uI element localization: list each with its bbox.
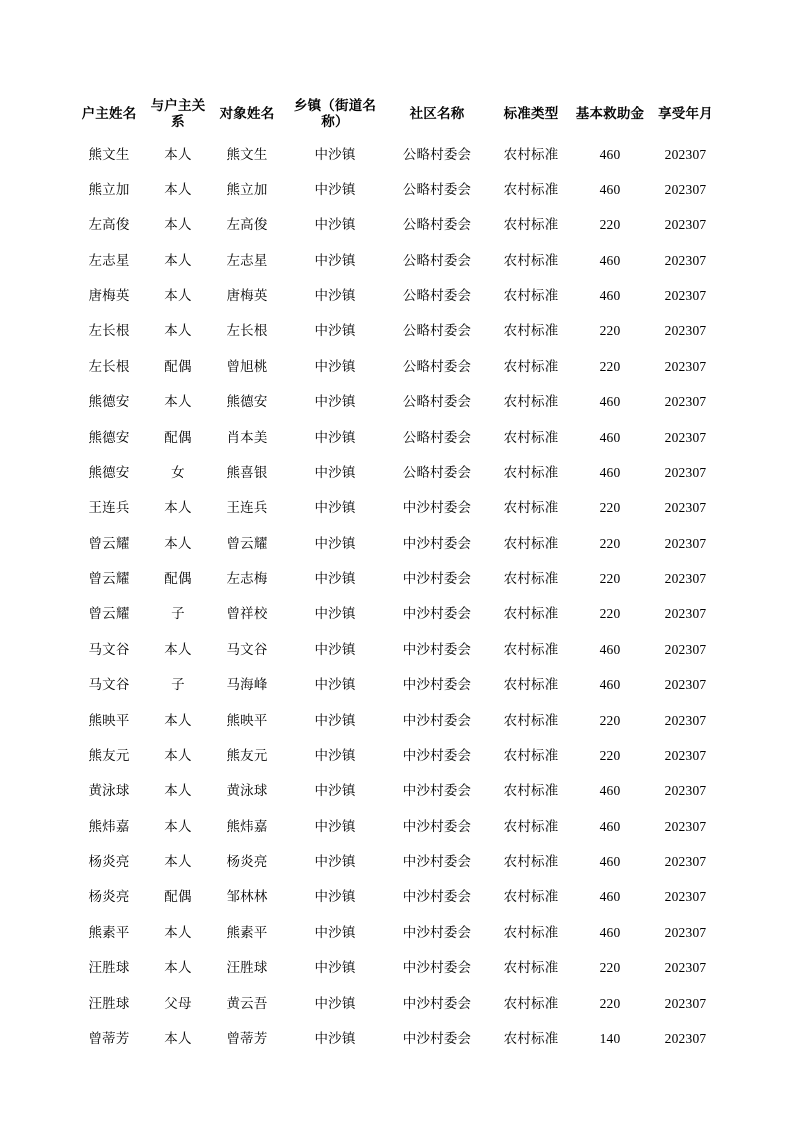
- table-row: [70, 1021, 723, 1056]
- cell-benefit-month: 202307: [664, 995, 707, 1011]
- cell-community: 公略村委会: [402, 252, 472, 268]
- cell-township: 中沙镇: [314, 818, 356, 834]
- cell-person-name: 熊喜银: [226, 464, 268, 480]
- cell-township: 中沙镇: [314, 677, 356, 693]
- cell-person-name: 曾蒂芳: [226, 1030, 268, 1046]
- cell-relationship: 本人: [164, 712, 192, 728]
- cell-householder-name: 王连兵: [88, 500, 130, 516]
- cell-person-name: 熊立加: [226, 181, 268, 197]
- cell-benefit-month: 202307: [664, 146, 707, 162]
- cell-benefit-month: 202307: [664, 181, 707, 197]
- cell-benefit-month: 202307: [664, 358, 707, 374]
- subsidy-table: [70, 94, 723, 1057]
- cell-householder-name: 熊友元: [88, 747, 130, 763]
- cell-basic-assistance: 460: [599, 818, 621, 834]
- cell-standard-type: 农村标准: [503, 181, 559, 197]
- cell-standard-type: 农村标准: [503, 217, 559, 233]
- cell-standard-type: 农村标准: [503, 818, 559, 834]
- table-row: [70, 738, 723, 773]
- cell-community: 公略村委会: [402, 429, 472, 445]
- cell-relationship: 子: [171, 606, 185, 622]
- cell-standard-type: 农村标准: [503, 358, 559, 374]
- cell-standard-type: 农村标准: [503, 252, 559, 268]
- cell-person-name: 左志星: [226, 252, 268, 268]
- cell-person-name: 黄云吾: [226, 995, 268, 1011]
- cell-relationship: 本人: [164, 641, 192, 657]
- cell-householder-name: 左长根: [88, 358, 130, 374]
- cell-householder-name: 杨炎亮: [88, 889, 130, 905]
- cell-township: 中沙镇: [314, 535, 356, 551]
- cell-householder-name: 左长根: [88, 323, 130, 339]
- cell-basic-assistance: 460: [599, 252, 621, 268]
- cell-relationship: 女: [171, 464, 185, 480]
- cell-person-name: 熊德安: [226, 394, 268, 410]
- cell-person-name: 肖本美: [226, 429, 268, 445]
- cell-relationship: 本人: [164, 323, 192, 339]
- cell-benefit-month: 202307: [664, 677, 707, 693]
- cell-basic-assistance: 460: [599, 146, 621, 162]
- cell-relationship: 本人: [164, 217, 192, 233]
- table-row: [70, 774, 723, 809]
- cell-person-name: 曾祥校: [226, 606, 268, 622]
- cell-standard-type: 农村标准: [503, 854, 559, 870]
- cell-benefit-month: 202307: [664, 288, 707, 304]
- cell-relationship: 配偶: [164, 429, 192, 445]
- cell-township: 中沙镇: [314, 146, 356, 162]
- cell-relationship: 本人: [164, 854, 192, 870]
- cell-person-name: 熊素平: [226, 924, 268, 940]
- cell-community: 中沙村委会: [402, 1030, 472, 1046]
- cell-basic-assistance: 460: [599, 677, 621, 693]
- cell-standard-type: 农村标准: [503, 571, 559, 587]
- cell-community: 中沙村委会: [402, 960, 472, 976]
- table-row: [70, 844, 723, 879]
- cell-township: 中沙镇: [314, 394, 356, 410]
- cell-community: 中沙村委会: [402, 747, 472, 763]
- cell-person-name: 黄泳球: [226, 783, 268, 799]
- cell-township: 中沙镇: [314, 995, 356, 1011]
- cell-benefit-month: 202307: [664, 960, 707, 976]
- cell-householder-name: 曾云耀: [88, 571, 130, 587]
- cell-relationship: 本人: [164, 924, 192, 940]
- cell-basic-assistance: 220: [599, 995, 621, 1011]
- cell-township: 中沙镇: [314, 924, 356, 940]
- table-body: [70, 137, 723, 1057]
- table-row: [70, 597, 723, 632]
- cell-householder-name: 汪胜球: [88, 960, 130, 976]
- cell-person-name: 马文谷: [226, 641, 268, 657]
- cell-basic-assistance: 220: [599, 747, 621, 763]
- cell-community: 中沙村委会: [402, 818, 472, 834]
- cell-benefit-month: 202307: [664, 924, 707, 940]
- cell-benefit-month: 202307: [664, 464, 707, 480]
- cell-basic-assistance: 460: [599, 783, 621, 799]
- cell-householder-name: 左志星: [88, 252, 130, 268]
- cell-basic-assistance: 460: [599, 889, 621, 905]
- cell-basic-assistance: 460: [599, 394, 621, 410]
- cell-benefit-month: 202307: [664, 252, 707, 268]
- table-row: [70, 455, 723, 490]
- cell-basic-assistance: 460: [599, 854, 621, 870]
- cell-benefit-month: 202307: [664, 712, 707, 728]
- cell-benefit-month: 202307: [664, 1030, 707, 1046]
- cell-basic-assistance: 220: [599, 712, 621, 728]
- cell-basic-assistance: 460: [599, 429, 621, 445]
- cell-person-name: 左志梅: [226, 571, 268, 587]
- cell-township: 中沙镇: [314, 464, 356, 480]
- cell-standard-type: 农村标准: [503, 747, 559, 763]
- table-row: [70, 986, 723, 1021]
- cell-basic-assistance: 460: [599, 924, 621, 940]
- cell-township: 中沙镇: [314, 960, 356, 976]
- cell-community: 中沙村委会: [402, 500, 472, 516]
- cell-householder-name: 黄泳球: [88, 783, 130, 799]
- table-row: [70, 208, 723, 243]
- cell-person-name: 左高俊: [226, 217, 268, 233]
- column-header-relationship: 与户主关系: [150, 98, 206, 130]
- cell-householder-name: 曾云耀: [88, 535, 130, 551]
- cell-householder-name: 马文谷: [88, 677, 130, 693]
- cell-basic-assistance: 460: [599, 464, 621, 480]
- cell-community: 中沙村委会: [402, 924, 472, 940]
- cell-person-name: 曾云耀: [226, 535, 268, 551]
- cell-householder-name: 熊德安: [88, 429, 130, 445]
- cell-relationship: 本人: [164, 181, 192, 197]
- table-row: [70, 703, 723, 738]
- cell-benefit-month: 202307: [664, 854, 707, 870]
- table-row: [70, 243, 723, 278]
- cell-township: 中沙镇: [314, 1030, 356, 1046]
- cell-basic-assistance: 460: [599, 181, 621, 197]
- cell-householder-name: 熊立加: [88, 181, 130, 197]
- cell-person-name: 熊映平: [226, 712, 268, 728]
- table-row: [70, 632, 723, 667]
- cell-township: 中沙镇: [314, 288, 356, 304]
- cell-standard-type: 农村标准: [503, 535, 559, 551]
- cell-benefit-month: 202307: [664, 394, 707, 410]
- cell-benefit-month: 202307: [664, 783, 707, 799]
- cell-person-name: 曾旭桃: [226, 358, 268, 374]
- cell-person-name: 王连兵: [226, 500, 268, 516]
- cell-person-name: 邹林林: [226, 889, 268, 905]
- cell-township: 中沙镇: [314, 712, 356, 728]
- cell-township: 中沙镇: [314, 358, 356, 374]
- cell-community: 中沙村委会: [402, 677, 472, 693]
- cell-community: 中沙村委会: [402, 641, 472, 657]
- cell-relationship: 配偶: [164, 358, 192, 374]
- cell-township: 中沙镇: [314, 783, 356, 799]
- cell-person-name: 左长根: [226, 323, 268, 339]
- cell-community: 中沙村委会: [402, 889, 472, 905]
- cell-community: 中沙村委会: [402, 712, 472, 728]
- cell-community: 中沙村委会: [402, 854, 472, 870]
- cell-community: 公略村委会: [402, 217, 472, 233]
- cell-township: 中沙镇: [314, 217, 356, 233]
- cell-householder-name: 马文谷: [88, 641, 130, 657]
- table-header-row: [70, 94, 723, 137]
- cell-relationship: 本人: [164, 500, 192, 516]
- cell-relationship: 本人: [164, 252, 192, 268]
- cell-householder-name: 熊德安: [88, 394, 130, 410]
- cell-community: 公略村委会: [402, 288, 472, 304]
- cell-basic-assistance: 220: [599, 571, 621, 587]
- cell-householder-name: 熊映平: [88, 712, 130, 728]
- cell-person-name: 熊友元: [226, 747, 268, 763]
- cell-householder-name: 熊素平: [88, 924, 130, 940]
- cell-relationship: 本人: [164, 1030, 192, 1046]
- cell-standard-type: 农村标准: [503, 677, 559, 693]
- cell-relationship: 本人: [164, 960, 192, 976]
- table-row: [70, 915, 723, 950]
- table-row: [70, 526, 723, 561]
- cell-standard-type: 农村标准: [503, 924, 559, 940]
- cell-township: 中沙镇: [314, 747, 356, 763]
- cell-standard-type: 农村标准: [503, 394, 559, 410]
- cell-standard-type: 农村标准: [503, 500, 559, 516]
- cell-basic-assistance: 220: [599, 535, 621, 551]
- cell-relationship: 子: [171, 677, 185, 693]
- table-row: [70, 420, 723, 455]
- cell-township: 中沙镇: [314, 181, 356, 197]
- column-header-township: 乡镇（街道名称）: [293, 98, 377, 130]
- table-row: [70, 278, 723, 313]
- cell-basic-assistance: 460: [599, 288, 621, 304]
- cell-standard-type: 农村标准: [503, 995, 559, 1011]
- cell-standard-type: 农村标准: [503, 641, 559, 657]
- cell-relationship: 本人: [164, 818, 192, 834]
- table-header: [70, 94, 723, 137]
- cell-person-name: 唐梅英: [226, 288, 268, 304]
- cell-relationship: 本人: [164, 394, 192, 410]
- cell-township: 中沙镇: [314, 500, 356, 516]
- cell-standard-type: 农村标准: [503, 889, 559, 905]
- cell-community: 中沙村委会: [402, 995, 472, 1011]
- cell-community: 公略村委会: [402, 323, 472, 339]
- cell-township: 中沙镇: [314, 252, 356, 268]
- cell-community: 中沙村委会: [402, 535, 472, 551]
- cell-benefit-month: 202307: [664, 535, 707, 551]
- cell-community: 中沙村委会: [402, 571, 472, 587]
- cell-township: 中沙镇: [314, 641, 356, 657]
- column-header-benefit-month: 享受年月: [658, 106, 713, 122]
- cell-standard-type: 农村标准: [503, 783, 559, 799]
- cell-standard-type: 农村标准: [503, 323, 559, 339]
- table-row: [70, 561, 723, 596]
- cell-township: 中沙镇: [314, 889, 356, 905]
- table-row: [70, 385, 723, 420]
- table-row: [70, 491, 723, 526]
- cell-person-name: 杨炎亮: [226, 854, 268, 870]
- cell-basic-assistance: 140: [599, 1030, 621, 1046]
- table-row: [70, 349, 723, 384]
- cell-standard-type: 农村标准: [503, 464, 559, 480]
- cell-community: 公略村委会: [402, 358, 472, 374]
- cell-relationship: 本人: [164, 783, 192, 799]
- cell-benefit-month: 202307: [664, 571, 707, 587]
- cell-householder-name: 曾云耀: [88, 606, 130, 622]
- cell-householder-name: 唐梅英: [88, 288, 130, 304]
- cell-benefit-month: 202307: [664, 500, 707, 516]
- column-header-householder-name: 户主姓名: [81, 106, 137, 122]
- cell-basic-assistance: 220: [599, 358, 621, 374]
- table-row: [70, 137, 723, 172]
- cell-standard-type: 农村标准: [503, 712, 559, 728]
- cell-benefit-month: 202307: [664, 889, 707, 905]
- cell-basic-assistance: 220: [599, 960, 621, 976]
- cell-benefit-month: 202307: [664, 818, 707, 834]
- column-header-standard-type: 标准类型: [503, 106, 559, 122]
- cell-householder-name: 曾蒂芳: [88, 1030, 130, 1046]
- cell-person-name: 熊炜嘉: [226, 818, 268, 834]
- column-header-community: 社区名称: [409, 106, 465, 122]
- cell-relationship: 配偶: [164, 889, 192, 905]
- cell-standard-type: 农村标准: [503, 960, 559, 976]
- cell-township: 中沙镇: [314, 854, 356, 870]
- table-row: [70, 172, 723, 207]
- cell-standard-type: 农村标准: [503, 606, 559, 622]
- cell-community: 公略村委会: [402, 464, 472, 480]
- cell-householder-name: 熊文生: [88, 146, 130, 162]
- cell-township: 中沙镇: [314, 571, 356, 587]
- cell-relationship: 本人: [164, 288, 192, 304]
- cell-householder-name: 左高俊: [88, 217, 130, 233]
- cell-standard-type: 农村标准: [503, 429, 559, 445]
- cell-householder-name: 熊德安: [88, 464, 130, 480]
- table-row: [70, 314, 723, 349]
- cell-basic-assistance: 220: [599, 217, 621, 233]
- cell-relationship: 父母: [164, 995, 192, 1011]
- cell-relationship: 本人: [164, 747, 192, 763]
- table-row: [70, 951, 723, 986]
- cell-relationship: 本人: [164, 535, 192, 551]
- cell-community: 公略村委会: [402, 181, 472, 197]
- table-row: [70, 809, 723, 844]
- cell-householder-name: 熊炜嘉: [88, 818, 130, 834]
- cell-basic-assistance: 220: [599, 606, 621, 622]
- cell-community: 中沙村委会: [402, 606, 472, 622]
- column-header-basic-assistance: 基本救助金: [575, 106, 645, 122]
- cell-community: 公略村委会: [402, 146, 472, 162]
- cell-basic-assistance: 220: [599, 323, 621, 339]
- cell-relationship: 配偶: [164, 571, 192, 587]
- cell-standard-type: 农村标准: [503, 146, 559, 162]
- cell-standard-type: 农村标准: [503, 288, 559, 304]
- cell-basic-assistance: 460: [599, 641, 621, 657]
- cell-person-name: 马海峰: [226, 677, 268, 693]
- cell-township: 中沙镇: [314, 606, 356, 622]
- cell-township: 中沙镇: [314, 429, 356, 445]
- cell-community: 中沙村委会: [402, 783, 472, 799]
- cell-person-name: 汪胜球: [226, 960, 268, 976]
- cell-township: 中沙镇: [314, 323, 356, 339]
- cell-householder-name: 汪胜球: [88, 995, 130, 1011]
- cell-benefit-month: 202307: [664, 217, 707, 233]
- cell-relationship: 本人: [164, 146, 192, 162]
- table-row: [70, 880, 723, 915]
- cell-benefit-month: 202307: [664, 747, 707, 763]
- cell-standard-type: 农村标准: [503, 1030, 559, 1046]
- cell-benefit-month: 202307: [664, 323, 707, 339]
- cell-benefit-month: 202307: [664, 641, 707, 657]
- cell-community: 公略村委会: [402, 394, 472, 410]
- cell-benefit-month: 202307: [664, 429, 707, 445]
- cell-basic-assistance: 220: [599, 500, 621, 516]
- column-header-person-name: 对象姓名: [219, 106, 275, 122]
- table-row: [70, 668, 723, 703]
- cell-person-name: 熊文生: [226, 146, 268, 162]
- cell-benefit-month: 202307: [664, 606, 707, 622]
- cell-householder-name: 杨炎亮: [88, 854, 130, 870]
